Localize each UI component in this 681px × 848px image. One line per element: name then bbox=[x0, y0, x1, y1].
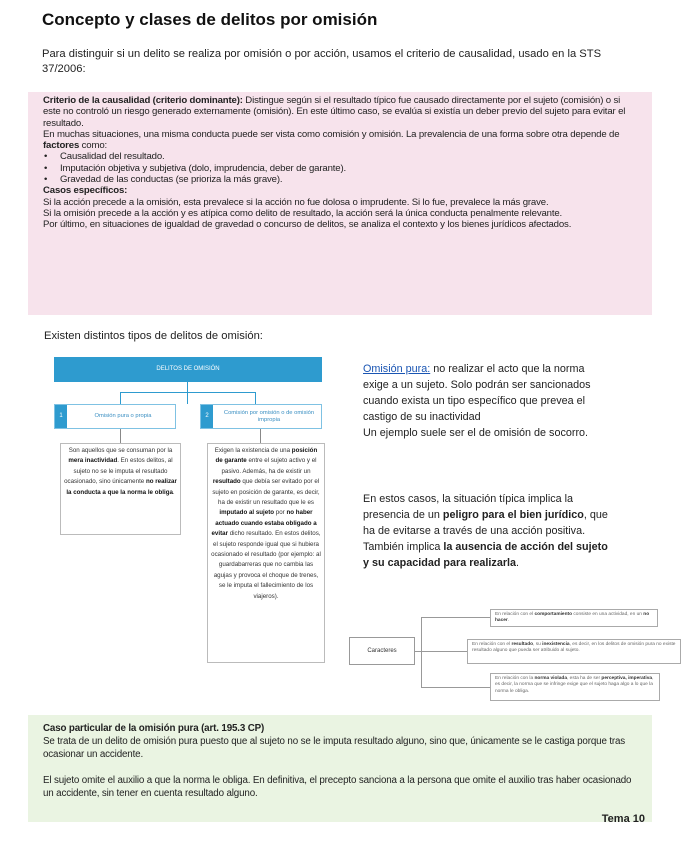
diagram-connector bbox=[120, 392, 255, 393]
diagram-header: DELITOS DE OMISIÓN bbox=[54, 357, 322, 382]
caso-paragraph-1: Se trata de un delito de omisión pura puesto que al sujeto no se le imputa resultado alguno, sino que, únicamente se le castiga porque tras ocasionar un accidente. bbox=[43, 736, 626, 760]
caso-paragraph: Por último, en situaciones de igualdad de gravedad o concurso de delitos, se analiza el contexto y los bienes jurídicos afectados. bbox=[43, 219, 572, 231]
omision-pura-label: Omisión pura o propia bbox=[94, 413, 152, 419]
list-item: • Causalidad del resultado. bbox=[43, 151, 638, 162]
caso-heading bbox=[43, 722, 637, 735]
card-number: 2 bbox=[201, 405, 213, 428]
omision-pura-example: Un ejemplo suele ser el de omisión de socorro. bbox=[363, 427, 589, 439]
caracteres-diagram bbox=[345, 604, 676, 704]
caso-paragraph-2: El sujeto omite el auxilio a que la norma le obliga. En definitiva, el precepto sanciona a la persona que omite el auxilio tras haber ocasionado un accidente, sin tener en cuenta resultado alguno. bbox=[43, 775, 632, 799]
factores-paragraph bbox=[43, 129, 638, 152]
situacion-paragraph: En estos casos, la situación típica implica la presencia de un peligro para el bien jurídico, que ha de evitarse a través de una acción positiva. También implica la ausencia de acción del sujeto y su capacidad para realizarla. bbox=[363, 493, 608, 569]
caracteres-comportamiento: En relación con el comportamiento consiste en una actividad, en un no hacer. bbox=[490, 609, 658, 627]
list-item: • Gravedad de las conductas (se prioriza la más grave). bbox=[43, 174, 638, 185]
factores-bold: factores bbox=[43, 140, 80, 152]
diagram-connector bbox=[187, 382, 188, 404]
diagram-connector bbox=[421, 687, 490, 688]
criterio-text: Distingue según si el resultado típico fue causado directamente por el sujeto (comisión) o si este no controló un riesgo generado externamente (omisión). En este último caso, se evalúa si existía un deber previo del sujeto para evitar el resultado. bbox=[43, 95, 626, 129]
casos-heading-text: Casos específicos: bbox=[43, 185, 128, 197]
card-number: 1 bbox=[55, 405, 67, 428]
diagram-connector bbox=[260, 429, 261, 443]
page-footer: Tema 10 bbox=[601, 813, 645, 825]
caracteres-norma: En relación con la norma violada, esta ha de ser perceptiva, imperativa, es decir, la norma que se infringe exige que el sujeto haga algo a lo que la norma le obliga. bbox=[490, 673, 660, 701]
criterio-heading: Criterio de la causalidad (criterio dominante): bbox=[43, 95, 243, 106]
omision-impropia-card bbox=[200, 404, 322, 429]
diagram-connector bbox=[120, 429, 121, 443]
list-item: • Imputación objetiva y subjetiva (dolo, imprudencia, deber de garante). bbox=[43, 163, 638, 174]
diagram-connector bbox=[421, 617, 490, 618]
caso-particular-box bbox=[28, 715, 652, 822]
casos-heading bbox=[43, 185, 638, 196]
caso-paragraph: Si la acción precede a la omisión, esta prevalece si la acción no fue dolosa o imprudente. Si lo fue, prevalece la más grave. bbox=[43, 196, 549, 208]
omision-pura-definition bbox=[363, 361, 613, 441]
omision-impropia-description: Exigen la existencia de una posición de garante entre el sujeto activo y el pasivo. Además, ha de existir un resultado que debía ser evitado por el sujeto en posición de garante, es decir, ha de existir un resultado que le es imputado al sujeto por no haber actuado cuando estaba obligado a evitar dicho resultado. En estos delitos, el sujeto responde igual que si hubiera ocasionado el resultado (por ejemplo: al guardabarreras que no cambia las agujas y provoca el choque de trenes, se le imputa el fallecimiento de los viajeros). bbox=[207, 443, 325, 663]
diagram-connector bbox=[255, 392, 256, 404]
omision-pura-description: Son aquellos que se consuman por la mera inactividad. En estos delitos, al sujeto no se le imputa el resultado ocasionado, sino únicamente no realizar la conducta a que la norma le obliga. bbox=[60, 443, 181, 535]
caracteres-resultado: En relación con el resultado, su inexistencia, es decir, en los delitos de omisión pura no existe resultado alguno que pueda ser atribuido al sujeto. bbox=[467, 639, 681, 664]
criterio-paragraph bbox=[43, 95, 638, 129]
criterio-box bbox=[28, 92, 652, 315]
caso-heading-text: Caso particular de la omisión pura (art. 195.3 CP) bbox=[43, 723, 265, 734]
factores-list bbox=[43, 151, 638, 185]
intro-paragraph: Para distinguir si un delito se realiza por omisión o por acción, usamos el criterio de causalidad, usado en la STS 37/2006: bbox=[42, 48, 602, 75]
factores-text-post: como: bbox=[79, 140, 108, 152]
caracteres-node: Caracteres bbox=[349, 637, 415, 665]
diagram-connector bbox=[120, 392, 121, 404]
caso-paragraph: Si la omisión precede a la acción y es atípica como delito de resultado, la acción será la única conducta penalmente relevante. bbox=[43, 207, 563, 219]
omision-pura-link[interactable]: Omisión pura: bbox=[363, 363, 431, 375]
omision-impropia-label: Comisión por omisión o de omisión impropia bbox=[223, 409, 315, 423]
omision-pura-text: no realizar el acto que la norma exige a un sujeto. Solo podrán ser sancionados cuando exista un tipo específico que prevea el castigo de su inactividad bbox=[363, 363, 591, 423]
factores-text-pre: En muchas situaciones, una misma conducta puede ser vista como comisión y omisión. La prevalencia de una forma sobre otra depende de bbox=[43, 128, 620, 140]
diagram-connector bbox=[421, 617, 422, 687]
page-title: Concepto y clases de delitos por omisión bbox=[42, 10, 378, 29]
types-heading: Existen distintos tipos de delitos de omisión: bbox=[44, 330, 263, 342]
omision-pura-card bbox=[54, 404, 176, 429]
omision-diagram bbox=[28, 352, 350, 668]
